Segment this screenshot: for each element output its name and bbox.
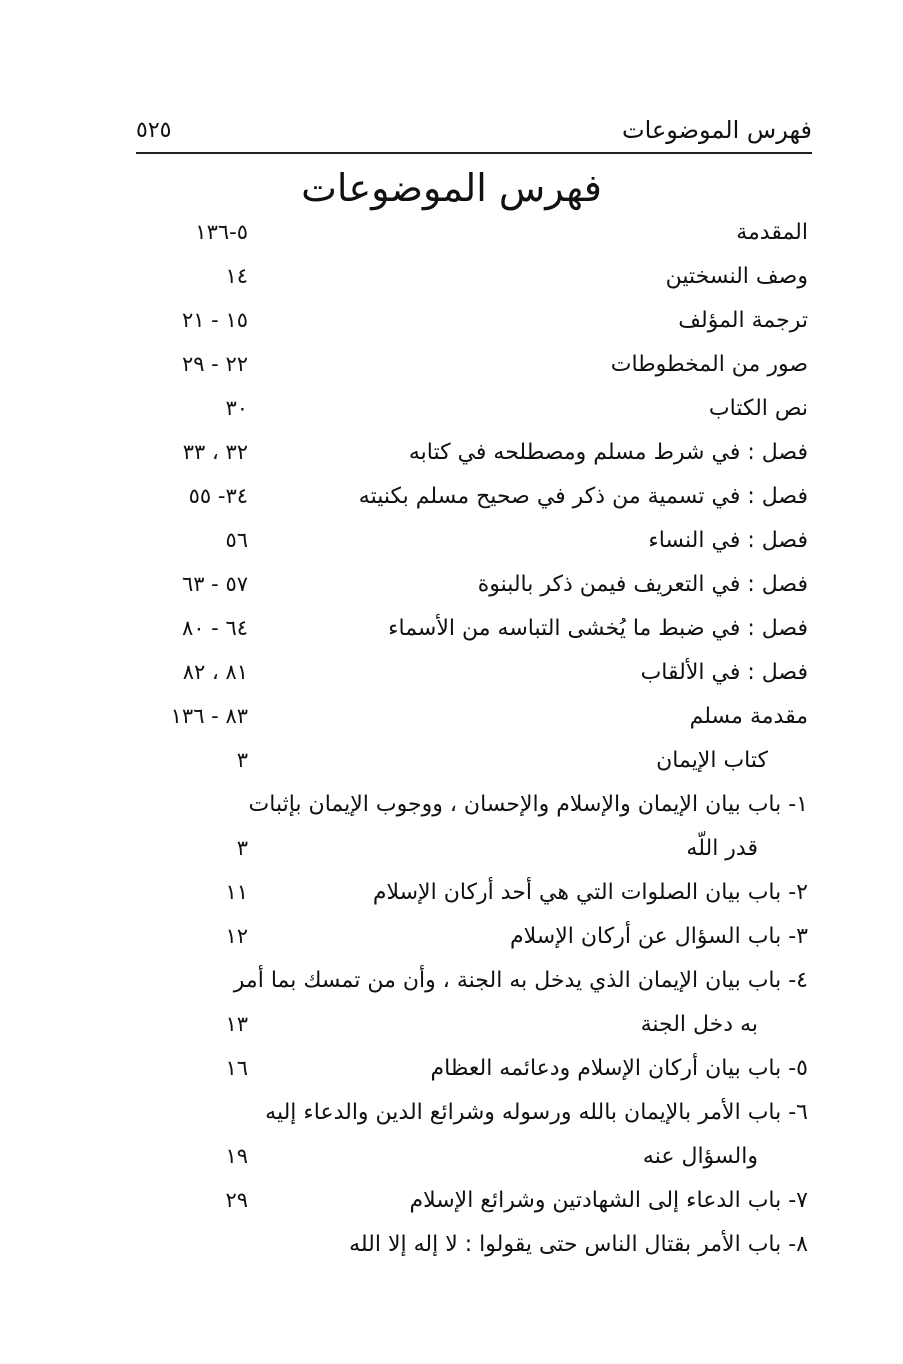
page-title: فهرس الموضوعات — [301, 166, 602, 210]
toc-pages: ٥٧ - ٦٣ — [181, 572, 248, 596]
toc-topic: ٥- باب بيان أركان الإسلام ودعائمه العظام — [430, 1056, 808, 1081]
toc-row — [0, 528, 903, 572]
toc-row — [0, 1188, 903, 1232]
toc-topic: مقدمة مسلم — [689, 704, 808, 729]
toc-row — [0, 660, 903, 704]
toc-topic: المقدمة — [736, 220, 808, 245]
toc-topic: ٣- باب السؤال عن أركان الإسلام — [510, 924, 808, 949]
toc-row — [0, 264, 903, 308]
toc-pages: ٣٢ ، ٣٣ — [182, 440, 248, 464]
toc-topic: وصف النسختين — [665, 264, 808, 289]
toc-row — [0, 572, 903, 616]
toc-row — [0, 704, 903, 748]
toc-pages: ٨٣ - ١٣٦ — [170, 704, 248, 728]
toc-row — [0, 1232, 903, 1276]
toc-row — [0, 1144, 903, 1188]
toc-pages: ٢٩ — [225, 1188, 248, 1212]
toc-row — [0, 1056, 903, 1100]
toc-row — [0, 440, 903, 484]
toc-pages: ٣ — [236, 836, 248, 860]
toc-pages: ٢٢ - ٢٩ — [181, 352, 248, 376]
toc-row — [0, 968, 903, 1012]
toc-row — [0, 484, 903, 528]
toc-topic: فصل : في النساء — [648, 528, 808, 553]
toc-pages: ١١ — [225, 880, 248, 904]
toc-row — [0, 880, 903, 924]
toc-topic: فصل : في الألقاب — [640, 660, 808, 685]
toc-pages: ٣ — [236, 748, 248, 772]
toc-pages: ١٩ — [225, 1144, 248, 1168]
toc-topic: ٧- باب الدعاء إلى الشهادتين وشرائع الإسلام — [409, 1188, 808, 1213]
toc-pages: ٦٤ - ٨٠ — [181, 616, 248, 640]
toc-row — [0, 792, 903, 836]
toc-topic: ٨- باب الأمر بقتال الناس حتى يقولوا : لا إله إلا الله — [349, 1232, 808, 1257]
toc-row — [0, 836, 903, 880]
toc-topic: ٤- باب بيان الإيمان الذي يدخل به الجنة ، وأن من تمسك بما أمر — [233, 968, 808, 993]
page-number: ٥٢٥ — [136, 118, 172, 143]
toc-pages: ١٥ - ٢١ — [181, 308, 248, 332]
toc-topic: به دخل الجنة — [640, 1012, 758, 1037]
toc-pages: ١٦ — [225, 1056, 248, 1080]
toc-pages: ٥٦ — [225, 528, 248, 552]
running-header — [136, 112, 812, 154]
toc-pages: ٣٤- ٥٥ — [188, 484, 248, 508]
toc-row — [0, 220, 903, 264]
toc-row — [0, 616, 903, 660]
toc-topic: فصل : في التعريف فيمن ذكر بالبنوة — [477, 572, 808, 597]
header-title: فهرس الموضوعات — [622, 116, 812, 144]
toc-row — [0, 396, 903, 440]
toc-topic: ١- باب بيان الإيمان والإسلام والإحسان ، ووجوب الإيمان بإثبات — [248, 792, 808, 817]
toc-topic: ٦- باب الأمر بالإيمان بالله ورسوله وشرائع الدين والدعاء إليه — [265, 1100, 808, 1125]
toc-topic: كتاب الإيمان — [656, 748, 768, 773]
toc-topic: قدر اللّه — [686, 836, 758, 861]
toc-pages: ١٤ — [225, 264, 248, 288]
toc-pages: ٥-١٣٦ — [195, 220, 248, 244]
toc-topic: والسؤال عنه — [642, 1144, 758, 1169]
toc-topic: فصل : في ضبط ما يُخشى التباسه من الأسماء — [388, 616, 808, 641]
toc-topic: ترجمة المؤلف — [678, 308, 808, 333]
toc-row — [0, 308, 903, 352]
toc-pages: ١٢ — [225, 924, 248, 948]
toc-topic: نص الكتاب — [708, 396, 808, 421]
toc-row — [0, 924, 903, 968]
toc-topic: صور من المخطوطات — [610, 352, 808, 377]
toc-pages: ٨١ ، ٨٢ — [182, 660, 248, 684]
toc-topic: ٢- باب بيان الصلوات التي هي أحد أركان الإسلام — [372, 880, 808, 905]
toc-topic: فصل : في شرط مسلم ومصطلحه في كتابه — [408, 440, 808, 465]
toc-pages: ٣٠ — [225, 396, 248, 420]
toc-row — [0, 1100, 903, 1144]
toc-topic: فصل : في تسمية من ذكر في صحيح مسلم بكنيته — [358, 484, 808, 509]
toc-row — [0, 1012, 903, 1056]
toc-row — [0, 352, 903, 396]
toc-pages: ١٣ — [225, 1012, 248, 1036]
toc-row — [0, 748, 903, 792]
